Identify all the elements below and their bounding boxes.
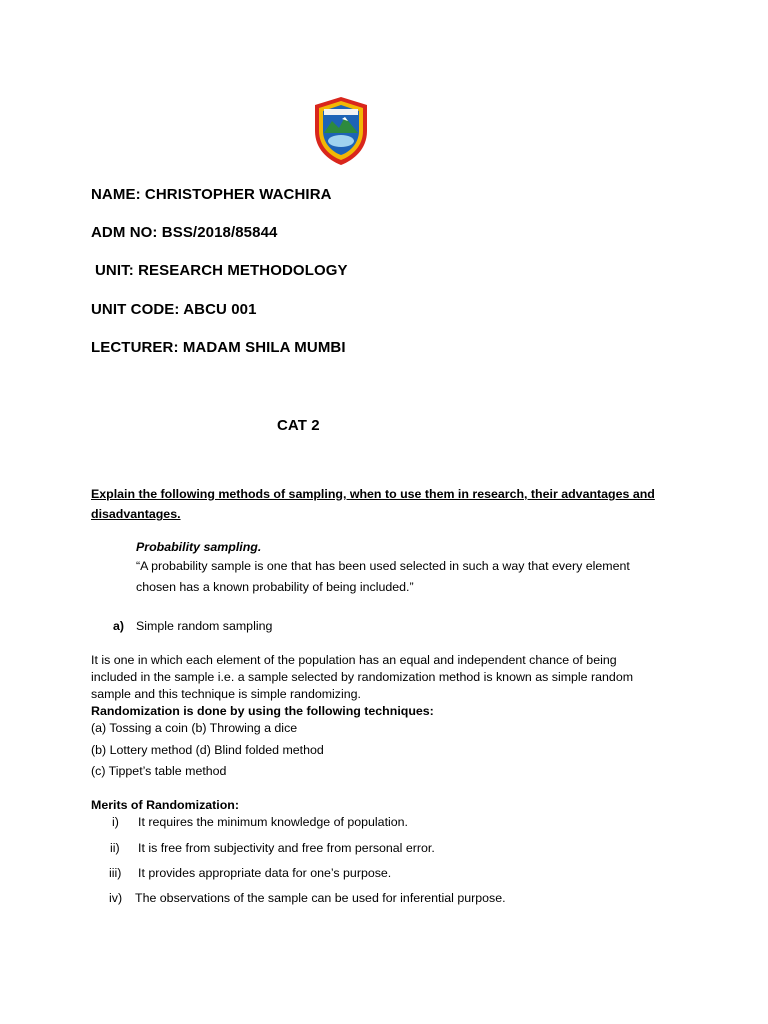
technique-item: (a) Tossing a coin (b) Throwing a dice (91, 721, 298, 735)
lecturer: LECTURER: MADAM SHILA MUMBI (91, 339, 346, 356)
unit-code: UNIT CODE: ABCU 001 (91, 301, 257, 318)
randomization-heading: Randomization is done by using the following techniques: (91, 704, 434, 718)
technique-item: (c) Tippet’s table method (91, 764, 227, 778)
merit-number: iv) (109, 891, 123, 905)
merit-text: It provides appropriate data for one’s purpose. (138, 866, 392, 880)
question-line-1: Explain the following methods of sampling, when to use them in research, their advantages and (91, 487, 655, 501)
merit-number: i) (112, 815, 119, 829)
merit-number: iii) (109, 866, 122, 880)
paragraph-line-1: It is one in which each element of the population has an equal and independent chance of being (91, 653, 617, 667)
cat-title: CAT 2 (277, 417, 320, 434)
merit-text: It is free from subjectivity and free from personal error. (138, 841, 435, 855)
probability-title: Probability sampling. (136, 540, 262, 554)
student-name: NAME: CHRISTOPHER WACHIRA (91, 186, 332, 203)
merits-heading: Merits of Randomization: (91, 798, 239, 812)
section-a-marker: a) (113, 619, 125, 633)
probability-quote-line-1: “A probability sample is one that has been used selected in such a way that every element (136, 559, 630, 573)
unit-title: UNIT: RESEARCH METHODOLOGY (95, 262, 348, 279)
merit-text: It requires the minimum knowledge of population. (138, 815, 408, 829)
paragraph-line-2: included in the sample i.e. a sample selected by randomization method is known as simple random (91, 670, 634, 684)
section-a-title: Simple random sampling (136, 619, 273, 633)
merit-text: The observations of the sample can be used for inferential purpose. (135, 891, 506, 905)
merit-number: ii) (110, 841, 120, 855)
probability-quote-line-2: chosen has a known probability of being included.” (136, 580, 414, 594)
technique-item: (b) Lottery method (d) Blind folded method (91, 743, 324, 757)
question-line-2: disadvantages. (91, 507, 181, 521)
admission-number: ADM NO: BSS/2018/85844 (91, 224, 278, 241)
paragraph-line-3: sample and this technique is simple randomizing. (91, 687, 361, 701)
university-crest-logo (312, 95, 370, 167)
